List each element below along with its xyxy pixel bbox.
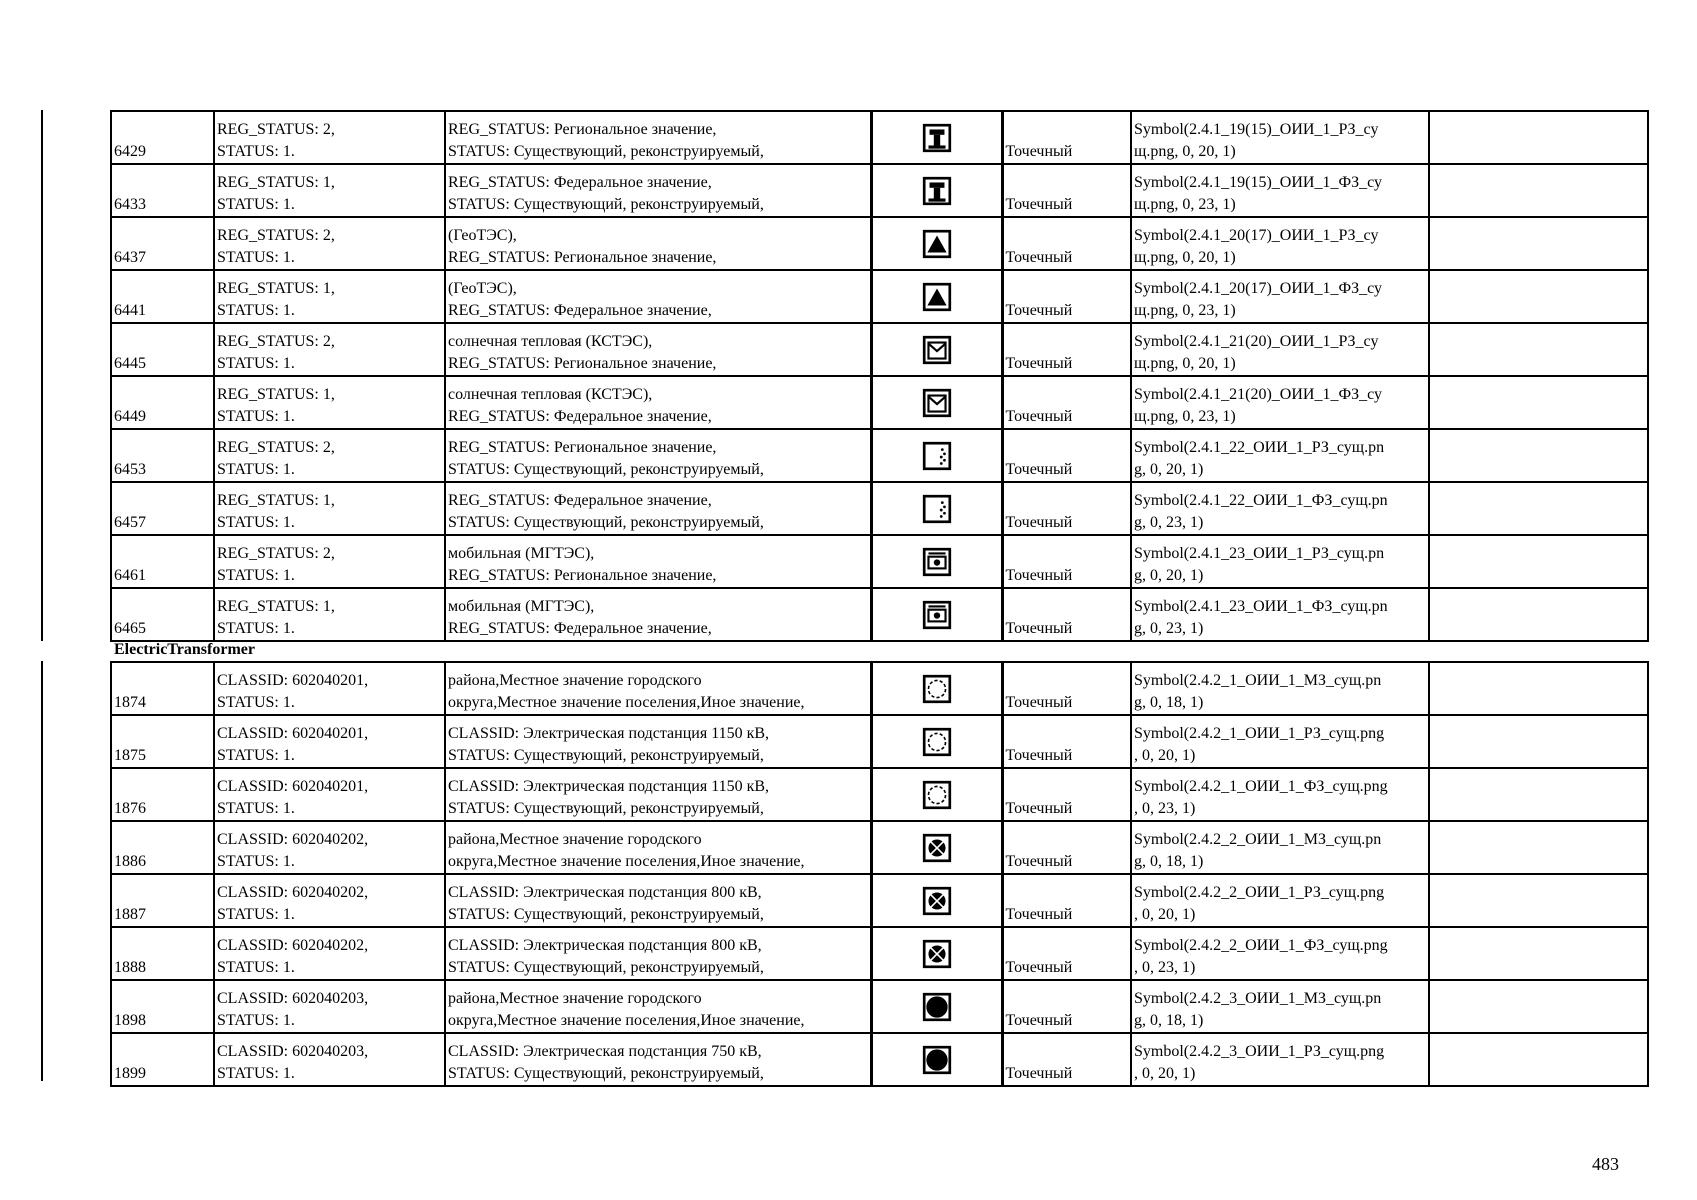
filled-circle-symbol-icon	[873, 991, 1001, 1023]
cell-line: района,Местное значение городского	[448, 672, 702, 689]
cell-id: 1886	[111, 821, 214, 874]
cell-style	[1131, 429, 1429, 482]
cell-line: CLASSID: 602040203,	[217, 990, 369, 1007]
cell-empty	[1429, 270, 1648, 323]
cell-line: STATUS: 1.	[217, 694, 295, 711]
cell-style	[1131, 927, 1429, 980]
cell-symbol	[871, 323, 1002, 376]
cell-line: REG_STATUS: Федеральное значение,	[448, 408, 712, 425]
cell-geometry-type: Точечный	[1002, 217, 1131, 270]
cell-description	[445, 927, 871, 980]
cell-description	[445, 164, 871, 217]
cell-id: 6457	[111, 482, 214, 535]
cell-style	[1131, 715, 1429, 768]
cell-empty	[1429, 927, 1648, 980]
cell-id: 1898	[111, 980, 214, 1033]
table-row	[111, 323, 1648, 376]
cell-line: STATUS: 1.	[217, 461, 295, 478]
cell-symbol	[871, 217, 1002, 270]
cell-line: STATUS: 1.	[217, 1012, 295, 1029]
cell-geometry-type: Точечный	[1002, 535, 1131, 588]
cell-line: g, 0, 20, 1)	[1134, 461, 1204, 478]
cell-line: STATUS: 1.	[217, 906, 295, 923]
symbol-table-electric-transformer	[110, 661, 1649, 1087]
cell-line: Symbol(2.4.2_1_ОИИ_1_МЗ_сущ.pn	[1134, 672, 1382, 689]
cell-line: CLASSID: Электрическая подстанция 800 кВ,	[448, 884, 762, 901]
cell-geometry-type: Точечный	[1002, 1033, 1131, 1086]
cell-line: CLASSID: 602040202,	[217, 831, 369, 848]
cell-line: STATUS: 1.	[217, 800, 295, 817]
cell-line: Symbol(2.4.1_21(20)_ОИИ_1_РЗ_су	[1134, 333, 1379, 350]
cell-style	[1131, 768, 1429, 821]
cell-description	[445, 535, 871, 588]
cell-description	[445, 662, 871, 715]
cell-style	[1131, 482, 1429, 535]
cell-line: REG_STATUS: 2,	[217, 121, 335, 138]
cell-symbol	[871, 429, 1002, 482]
envelope-symbol-icon	[873, 334, 1001, 366]
cell-line: щ.png, 0, 23, 1)	[1134, 408, 1236, 425]
cell-description	[445, 1033, 871, 1086]
cell-style	[1131, 111, 1429, 164]
cell-line: STATUS: 1.	[217, 620, 295, 637]
cell-id: 1887	[111, 874, 214, 927]
cell-line: REG_STATUS: Федеральное значение,	[448, 492, 712, 509]
dotted-square-symbol-icon	[873, 493, 1001, 525]
cell-line: STATUS: 1.	[217, 196, 295, 213]
table-row	[111, 111, 1648, 164]
cell-line: Symbol(2.4.2_2_ОИИ_1_РЗ_сущ.png	[1134, 884, 1385, 901]
cell-empty	[1429, 535, 1648, 588]
cell-symbol	[871, 376, 1002, 429]
cell-line: округа,Местное значение поселения,Иное значение,	[448, 853, 805, 870]
cell-line: района,Местное значение городского	[448, 990, 702, 1007]
cell-line: STATUS: 1.	[217, 408, 295, 425]
cell-line: STATUS: 1.	[217, 514, 295, 531]
cell-line: REG_STATUS: 1,	[217, 174, 335, 191]
cell-style	[1131, 376, 1429, 429]
cell-empty	[1429, 874, 1648, 927]
triangle-symbol-icon	[873, 228, 1001, 260]
symbol-table-top	[110, 110, 1649, 642]
cell-style	[1131, 323, 1429, 376]
cell-id: 1876	[111, 768, 214, 821]
cell-geometry-type: Точечный	[1002, 927, 1131, 980]
cell-geometry-type: Точечный	[1002, 588, 1131, 641]
cell-style	[1131, 217, 1429, 270]
cell-line: CLASSID: 602040201,	[217, 672, 369, 689]
cell-line: STATUS: 1.	[217, 747, 295, 764]
cell-line: STATUS: Существующий, реконструируемый,	[448, 1065, 764, 1082]
table-row	[111, 927, 1648, 980]
cell-line: , 0, 23, 1)	[1134, 959, 1196, 976]
cell-attributes	[214, 821, 445, 874]
cell-line: CLASSID: Электрическая подстанция 800 кВ,	[448, 937, 762, 954]
cell-symbol	[871, 270, 1002, 323]
cell-empty	[1429, 164, 1648, 217]
cell-symbol	[871, 980, 1002, 1033]
cell-id: 6449	[111, 376, 214, 429]
table-row	[111, 376, 1648, 429]
cell-line: STATUS: Существующий, реконструируемый,	[448, 461, 764, 478]
cell-attributes	[214, 980, 445, 1033]
cell-line: Symbol(2.4.2_2_ОИИ_1_ФЗ_сущ.png	[1134, 937, 1388, 954]
cell-line: g, 0, 18, 1)	[1134, 694, 1204, 711]
cell-geometry-type: Точечный	[1002, 323, 1131, 376]
cell-line: солнечная тепловая (КСТЭС),	[448, 386, 653, 403]
table-row	[111, 980, 1648, 1033]
cell-empty	[1429, 376, 1648, 429]
cell-description	[445, 429, 871, 482]
cell-line: CLASSID: 602040202,	[217, 884, 369, 901]
cell-symbol	[871, 768, 1002, 821]
cell-geometry-type: Точечный	[1002, 111, 1131, 164]
cell-line: Symbol(2.4.1_22_ОИИ_1_ФЗ_сущ.pn	[1134, 492, 1388, 509]
building-symbol-icon	[873, 175, 1001, 207]
cell-style	[1131, 164, 1429, 217]
cell-line: g, 0, 18, 1)	[1134, 1012, 1204, 1029]
cell-geometry-type: Точечный	[1002, 715, 1131, 768]
cell-line: g, 0, 18, 1)	[1134, 853, 1204, 870]
cell-line: CLASSID: Электрическая подстанция 1150 кВ,	[448, 778, 770, 795]
cell-empty	[1429, 323, 1648, 376]
cell-empty	[1429, 111, 1648, 164]
table-row	[111, 217, 1648, 270]
cell-line: Symbol(2.4.1_21(20)_ОИИ_1_ФЗ_су	[1134, 386, 1382, 403]
envelope-symbol-icon	[873, 387, 1001, 419]
cell-line: CLASSID: 602040202,	[217, 937, 369, 954]
cell-description	[445, 111, 871, 164]
cell-description	[445, 821, 871, 874]
cell-line: CLASSID: 602040201,	[217, 778, 369, 795]
cell-line: STATUS: Существующий, реконструируемый,	[448, 800, 764, 817]
cell-style	[1131, 874, 1429, 927]
cell-line: STATUS: 1.	[217, 302, 295, 319]
cell-line: щ.png, 0, 23, 1)	[1134, 302, 1236, 319]
cell-empty	[1429, 715, 1648, 768]
cell-description	[445, 980, 871, 1033]
cell-line: Symbol(2.4.2_1_ОИИ_1_РЗ_сущ.png	[1134, 725, 1385, 742]
cell-line: CLASSID: Электрическая подстанция 750 кВ,	[448, 1043, 762, 1060]
cell-line: g, 0, 23, 1)	[1134, 514, 1204, 531]
cell-line: STATUS: 1.	[217, 355, 295, 372]
cell-line: STATUS: Существующий, реконструируемый,	[448, 959, 764, 976]
cell-id: 6453	[111, 429, 214, 482]
triangle-symbol-icon	[873, 281, 1001, 313]
cell-id: 6441	[111, 270, 214, 323]
cell-empty	[1429, 429, 1648, 482]
cell-line: REG_STATUS: 1,	[217, 598, 335, 615]
cell-line: округа,Местное значение поселения,Иное значение,	[448, 694, 805, 711]
cross-circle-symbol-icon	[873, 885, 1001, 917]
cell-line: мобильная (МГТЭС),	[448, 545, 595, 562]
building-symbol-icon	[873, 122, 1001, 154]
cell-description	[445, 270, 871, 323]
cell-geometry-type: Точечный	[1002, 270, 1131, 323]
cell-symbol	[871, 588, 1002, 641]
table-row	[111, 482, 1648, 535]
cell-line: Symbol(2.4.1_23_ОИИ_1_ФЗ_сущ.pn	[1134, 598, 1388, 615]
filled-circle-symbol-icon	[873, 1044, 1001, 1076]
cell-line: STATUS: Существующий, реконструируемый,	[448, 747, 764, 764]
cell-geometry-type: Точечный	[1002, 768, 1131, 821]
table-row	[111, 715, 1648, 768]
table-row	[111, 768, 1648, 821]
cell-geometry-type: Точечный	[1002, 164, 1131, 217]
table-row	[111, 429, 1648, 482]
cell-id: 6465	[111, 588, 214, 641]
cell-line: Symbol(2.4.1_20(17)_ОИИ_1_ФЗ_су	[1134, 280, 1382, 297]
cell-attributes	[214, 768, 445, 821]
cell-geometry-type: Точечный	[1002, 821, 1131, 874]
mobile-symbol-icon	[873, 546, 1001, 578]
cell-line: (ГеоТЭС),	[448, 227, 517, 244]
cell-style	[1131, 980, 1429, 1033]
cell-empty	[1429, 1033, 1648, 1086]
cell-symbol	[871, 715, 1002, 768]
cell-symbol	[871, 874, 1002, 927]
cell-line: щ.png, 0, 20, 1)	[1134, 355, 1236, 372]
cell-symbol	[871, 111, 1002, 164]
cell-line: g, 0, 23, 1)	[1134, 620, 1204, 637]
cell-description	[445, 217, 871, 270]
table-row	[111, 164, 1648, 217]
dotted-square-symbol-icon	[873, 440, 1001, 472]
cell-line: g, 0, 20, 1)	[1134, 567, 1204, 584]
cell-line: REG_STATUS: Федеральное значение,	[448, 174, 712, 191]
cell-description	[445, 768, 871, 821]
cell-line: Symbol(2.4.1_23_ОИИ_1_РЗ_сущ.pn	[1134, 545, 1385, 562]
circle-outline-symbol-icon	[873, 673, 1001, 705]
table-row	[111, 535, 1648, 588]
cell-symbol	[871, 482, 1002, 535]
cell-line: REG_STATUS: 2,	[217, 545, 335, 562]
cell-line: , 0, 20, 1)	[1134, 1065, 1196, 1082]
cell-line: REG_STATUS: Региональное значение,	[448, 439, 717, 456]
cell-line: REG_STATUS: Региональное значение,	[448, 567, 717, 584]
cell-line: STATUS: 1.	[217, 1065, 295, 1082]
cell-attributes	[214, 376, 445, 429]
cell-style	[1131, 270, 1429, 323]
cell-line: Symbol(2.4.1_19(15)_ОИИ_1_ФЗ_су	[1134, 174, 1382, 191]
cell-symbol	[871, 1033, 1002, 1086]
table-row	[111, 588, 1648, 641]
cell-line: REG_STATUS: Федеральное значение,	[448, 620, 712, 637]
table-row	[111, 662, 1648, 715]
circle-outline-symbol-icon	[873, 726, 1001, 758]
cell-line: Symbol(2.4.2_3_ОИИ_1_МЗ_сущ.pn	[1134, 990, 1382, 1007]
cell-line: STATUS: Существующий, реконструируемый,	[448, 514, 764, 531]
cell-geometry-type: Точечный	[1002, 376, 1131, 429]
cell-attributes	[214, 164, 445, 217]
cell-line: STATUS: Существующий, реконструируемый,	[448, 143, 764, 160]
cell-line: STATUS: 1.	[217, 567, 295, 584]
cell-attributes	[214, 323, 445, 376]
cell-id: 1875	[111, 715, 214, 768]
cell-line: Symbol(2.4.2_1_ОИИ_1_ФЗ_сущ.png	[1134, 778, 1388, 795]
cell-attributes	[214, 111, 445, 164]
cell-geometry-type: Точечный	[1002, 980, 1131, 1033]
cell-description	[445, 715, 871, 768]
cell-symbol	[871, 927, 1002, 980]
cell-style	[1131, 821, 1429, 874]
cell-id: 6437	[111, 217, 214, 270]
cell-line: REG_STATUS: 1,	[217, 492, 335, 509]
cell-line: округа,Местное значение поселения,Иное значение,	[448, 1012, 805, 1029]
cell-geometry-type: Точечный	[1002, 482, 1131, 535]
cell-attributes	[214, 535, 445, 588]
cell-line: REG_STATUS: 1,	[217, 386, 335, 403]
cell-style	[1131, 1033, 1429, 1086]
cell-line: REG_STATUS: Региональное значение,	[448, 121, 717, 138]
cell-description	[445, 874, 871, 927]
cell-description	[445, 588, 871, 641]
cell-line: (ГеоТЭС),	[448, 280, 517, 297]
cell-line: щ.png, 0, 20, 1)	[1134, 249, 1236, 266]
cell-id: 1888	[111, 927, 214, 980]
cell-line: REG_STATUS: 2,	[217, 227, 335, 244]
cell-line: REG_STATUS: Региональное значение,	[448, 249, 717, 266]
table-row	[111, 874, 1648, 927]
cell-line: STATUS: 1.	[217, 249, 295, 266]
cell-empty	[1429, 482, 1648, 535]
cell-line: STATUS: Существующий, реконструируемый,	[448, 906, 764, 923]
cell-line: REG_STATUS: Федеральное значение,	[448, 302, 712, 319]
cell-line: , 0, 23, 1)	[1134, 800, 1196, 817]
cell-empty	[1429, 217, 1648, 270]
cell-symbol	[871, 662, 1002, 715]
cell-description	[445, 482, 871, 535]
table-row	[111, 821, 1648, 874]
cross-circle-symbol-icon	[873, 938, 1001, 970]
cell-geometry-type: Точечный	[1002, 662, 1131, 715]
table-row	[111, 270, 1648, 323]
cell-line: Symbol(2.4.1_19(15)_ОИИ_1_РЗ_су	[1134, 121, 1379, 138]
cell-attributes	[214, 270, 445, 323]
left-margin-bar	[41, 661, 43, 1081]
cell-line: REG_STATUS: 1,	[217, 280, 335, 297]
cell-style	[1131, 662, 1429, 715]
cell-empty	[1429, 588, 1648, 641]
cell-attributes	[214, 588, 445, 641]
cell-line: , 0, 20, 1)	[1134, 747, 1196, 764]
circle-outline-symbol-icon	[873, 779, 1001, 811]
cell-id: 6461	[111, 535, 214, 588]
cell-line: STATUS: 1.	[217, 143, 295, 160]
cell-line: CLASSID: Электрическая подстанция 1150 кВ,	[448, 725, 770, 742]
cell-attributes	[214, 715, 445, 768]
cell-line: Symbol(2.4.2_2_ОИИ_1_МЗ_сущ.pn	[1134, 831, 1382, 848]
cell-empty	[1429, 662, 1648, 715]
cell-style	[1131, 535, 1429, 588]
cell-symbol	[871, 535, 1002, 588]
section-header: ElectricTransformer	[114, 641, 255, 658]
cell-attributes	[214, 662, 445, 715]
cell-id: 6433	[111, 164, 214, 217]
cell-attributes	[214, 1033, 445, 1086]
cell-line: мобильная (МГТЭС),	[448, 598, 595, 615]
cell-line: щ.png, 0, 20, 1)	[1134, 143, 1236, 160]
mobile-symbol-icon	[873, 599, 1001, 631]
cell-line: STATUS: 1.	[217, 959, 295, 976]
cell-id: 6429	[111, 111, 214, 164]
cell-line: REG_STATUS: 2,	[217, 439, 335, 456]
cell-line: , 0, 20, 1)	[1134, 906, 1196, 923]
cell-line: REG_STATUS: Региональное значение,	[448, 355, 717, 372]
cell-geometry-type: Точечный	[1002, 874, 1131, 927]
cell-description	[445, 376, 871, 429]
page-number: 483	[1592, 1154, 1619, 1174]
cell-line: STATUS: 1.	[217, 853, 295, 870]
cell-attributes	[214, 429, 445, 482]
cell-symbol	[871, 164, 1002, 217]
cell-style	[1131, 588, 1429, 641]
cell-id: 6445	[111, 323, 214, 376]
cell-line: CLASSID: 602040203,	[217, 1043, 369, 1060]
cell-attributes	[214, 927, 445, 980]
cell-empty	[1429, 768, 1648, 821]
cell-id: 1874	[111, 662, 214, 715]
cell-symbol	[871, 821, 1002, 874]
cell-attributes	[214, 874, 445, 927]
cell-line: района,Местное значение городского	[448, 831, 702, 848]
cell-line: STATUS: Существующий, реконструируемый,	[448, 196, 764, 213]
cell-line: Symbol(2.4.1_22_ОИИ_1_РЗ_сущ.pn	[1134, 439, 1385, 456]
cell-attributes	[214, 217, 445, 270]
cell-line: REG_STATUS: 2,	[217, 333, 335, 350]
cell-line: Symbol(2.4.2_3_ОИИ_1_РЗ_сущ.png	[1134, 1043, 1385, 1060]
cell-line: щ.png, 0, 23, 1)	[1134, 196, 1236, 213]
cell-id: 1899	[111, 1033, 214, 1086]
cell-empty	[1429, 980, 1648, 1033]
cell-empty	[1429, 821, 1648, 874]
table-row	[111, 1033, 1648, 1086]
cell-description	[445, 323, 871, 376]
cell-attributes	[214, 482, 445, 535]
cell-line: CLASSID: 602040201,	[217, 725, 369, 742]
cross-circle-symbol-icon	[873, 832, 1001, 864]
left-margin-bar	[41, 110, 43, 641]
cell-line: солнечная тепловая (КСТЭС),	[448, 333, 653, 350]
cell-geometry-type: Точечный	[1002, 429, 1131, 482]
cell-line: Symbol(2.4.1_20(17)_ОИИ_1_РЗ_су	[1134, 227, 1379, 244]
